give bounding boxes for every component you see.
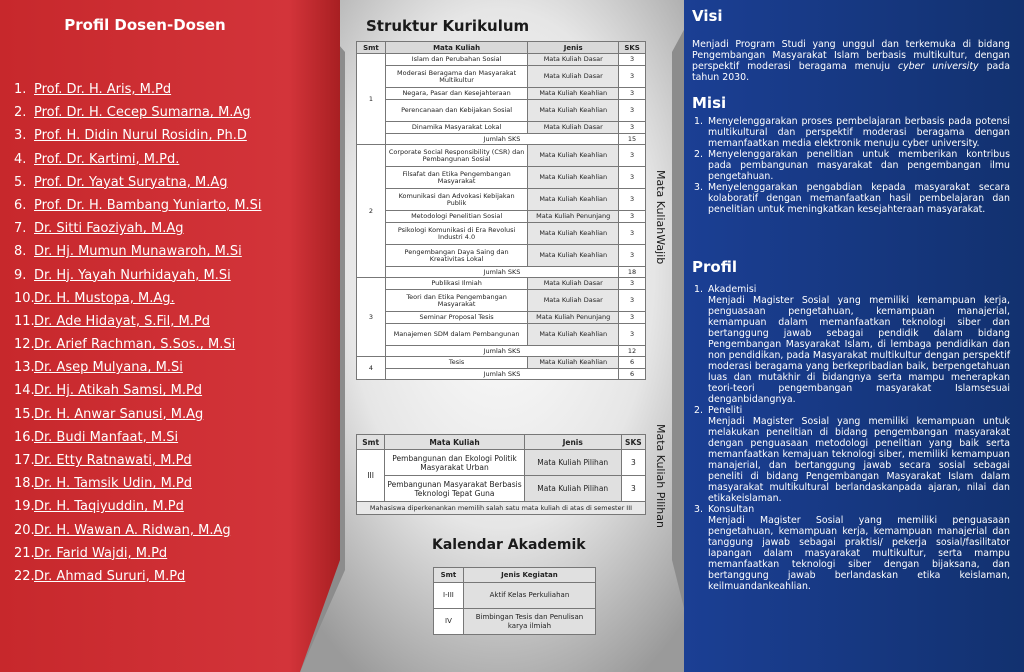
dosen-item (14, 495, 262, 518)
dosen-number: 8. (14, 244, 27, 260)
pilihan-note: Mahasiswa diperkenankan memilih salah satu mata kuliah di atas di semester III (357, 502, 646, 515)
dosen-number: 5. (14, 174, 27, 190)
profil-text: Menjadi Magister Sosial yang memiliki kemampuan kerja, penguasaan pengetahuan, kemampuan manajerial, kemampuan dalam memanfaatkan teknologi siber dan bertanggung jawab sebagai pendidik dalam bidang Pengembangan Masyarakat Islam, di lembaga pendidikan dan non pendidikan, pada Masyarakat multikultur dengan perspektif moderasi beragama yang berkepribadian baik, berpengetahuan luas dan mutakhir di bidangnya serta mampu menerapkan teori-teori pengembangan masyarakat Islamsesuai denganbidangnya. (708, 295, 1010, 405)
misi-title: Misi (692, 94, 727, 112)
jenis-cell: Mata Kuliah Keahlian (528, 100, 619, 122)
col-smt: Smt (434, 568, 464, 583)
profil-dosen-title: Profil Dosen-Dosen (64, 16, 226, 34)
dosen-number: 2. (14, 105, 27, 121)
dosen-item (14, 124, 262, 147)
profil-list (692, 284, 1010, 592)
visi-text-part: Menjadi Program Studi yang unggul dan terkemuka di bidang Pengembangan Masyarakat Islam berbasis multikultur, dengan perspektif moderasi beragama menuju (692, 39, 1010, 72)
sks-cell: 3 (619, 167, 646, 189)
sks-cell: 6 (619, 357, 646, 369)
misi-text: Menyelenggarakan pengabdian kepada masyarakat secara kolaboratif dengan memanfaatkan hasil pembelajaran dan penelitian untuk meningkatkan kesejahteraan masyarakat. (708, 182, 1010, 215)
mk-cell: Metodologi Penelitian Sosial (385, 211, 527, 223)
jenis-cell: Mata Kuliah Keahlian (528, 324, 619, 346)
kegiatan-cell: Aktif Kelas Perkuliahan (463, 583, 595, 609)
dosen-link[interactable]: Dr. Ahmad Sururi, M.Pd (34, 568, 186, 584)
dosen-item (14, 449, 262, 472)
misi-number: 3. (694, 182, 703, 193)
visi-text-part: pada tahun 2030. (692, 61, 1010, 83)
jenis-cell: Mata Kuliah Keahlian (528, 245, 619, 267)
dosen-link[interactable]: Dr. H. Wawan A. Ridwan, M.Ag (34, 522, 231, 538)
mk-cell: Tesis (385, 357, 527, 369)
dosen-link[interactable]: Dr. Ade Hidayat, S.Fil, M.Pd (34, 313, 210, 329)
profil-text: Menjadi Magister Sosial yang memiliki kemampuan untuk melakukan penelitian di bidang pengembangan masyarakat dengan penguasaan metodologi penelitian yang baik serta memanfaatkan kemajuan teknologi siber, memiliki kemampuan manajerial, dan bertanggung jawab secara sosial sebagai peneliti di bidang Pengembangan Masyarakat Islam dalam masyarakat multikultural berlandaskanpada ajaran, nilai dan etikakeislaman. (708, 416, 1010, 504)
profil-title: Profil (692, 258, 737, 276)
table-row (357, 122, 646, 134)
table-row (357, 100, 646, 122)
mk-cell: Pembangunan dan Ekologi Politik Masyarakat Urban (385, 450, 524, 476)
dosen-list (14, 78, 262, 588)
visi-text (692, 39, 1010, 83)
jenis-cell: Mata Kuliah Keahlian (528, 189, 619, 211)
dosen-link[interactable]: Dr. Etty Ratnawati, M.Pd (34, 453, 192, 468)
dosen-item (14, 472, 262, 495)
table-row (357, 476, 646, 502)
note-row (357, 502, 646, 515)
dosen-number: 22. (14, 568, 35, 584)
profil-head: Peneliti (708, 405, 743, 416)
dosen-number: 16. (14, 429, 35, 445)
profil-head: Akademisi (708, 284, 757, 295)
table-row (357, 167, 646, 189)
sks-cell: 3 (619, 100, 646, 122)
mk-cell: Moderasi Beragama dan Masyarakat Multikultur (385, 66, 527, 88)
dosen-link[interactable]: Dr. H. Taqiyuddin, M.Pd (34, 499, 184, 515)
sks-cell: 3 (619, 278, 646, 290)
mk-cell: Teori dan Etika Pengembangan Masyarakat (385, 290, 527, 312)
sks-cell: 3 (619, 223, 646, 245)
smt-cell: 4 (357, 357, 386, 380)
total-row (357, 267, 646, 278)
table-header-row (357, 42, 646, 54)
mk-cell: Psikologi Komunikasi di Era Revolusi Industri 4.0 (385, 223, 527, 245)
dosen-number: 14. (14, 383, 35, 399)
dosen-link[interactable]: Dr. Sitti Faoziyah, M.Ag (34, 221, 184, 237)
jenis-cell: Mata Kuliah Penunjang (528, 211, 619, 223)
kurikulum-title: Struktur Kurikulum (366, 17, 530, 35)
sks-cell: 3 (619, 145, 646, 167)
jenis-cell: Mata Kuliah Keahlian (528, 357, 619, 369)
dosen-item (14, 403, 262, 426)
total-label: Jumlah SKS (385, 346, 618, 357)
col-sks: SKS (621, 435, 645, 450)
dosen-item (14, 565, 262, 588)
jenis-cell: Mata Kuliah Dasar (528, 290, 619, 312)
jenis-cell: Mata Kuliah Keahlian (528, 145, 619, 167)
mk-cell: Publikasi Ilmiah (385, 278, 527, 290)
table-header-row (357, 435, 646, 450)
dosen-item (14, 217, 262, 240)
smt-cell: 1 (357, 54, 386, 145)
misi-item (692, 182, 1010, 215)
mk-cell: Seminar Proposal Tesis (385, 312, 527, 324)
jenis-cell: Mata Kuliah Pilihan (524, 476, 621, 502)
sks-cell: 3 (619, 122, 646, 134)
mk-cell: Filsafat dan Etika Pengembangan Masyarakat (385, 167, 527, 189)
dosen-item (14, 101, 262, 124)
profil-item (692, 405, 1010, 504)
total-label: Jumlah SKS (385, 369, 618, 380)
col-mata-kuliah: Mata Kuliah (385, 42, 527, 54)
jenis-cell: Mata Kuliah Dasar (528, 66, 619, 88)
dosen-link[interactable]: Prof. Dr. H. Aris, M.Pd (34, 82, 172, 97)
table-row (357, 54, 646, 66)
table-row (357, 245, 646, 267)
total-value: 12 (619, 346, 646, 357)
mk-cell: Islam dan Perubahan Sosial (385, 54, 527, 66)
dosen-number: 13. (14, 360, 35, 376)
dosen-link[interactable]: Dr. Hj. Mumun Munawaroh, M.Si (34, 244, 242, 260)
kegiatan-cell: Bimbingan Tesis dan Penulisan karya ilmiah (463, 609, 595, 635)
dosen-number: 4. (14, 151, 27, 167)
kurikulum-pilihan-table (356, 434, 646, 515)
kurikulum-panel (340, 0, 670, 672)
dosen-number: 1. (14, 82, 27, 97)
profil-number: 3. (694, 504, 703, 515)
sks-cell: 3 (619, 290, 646, 312)
dosen-link[interactable]: Dr. Hj. Yayah Nurhidayah, M.Si (34, 267, 231, 283)
sks-cell: 3 (619, 54, 646, 66)
total-value: 15 (619, 134, 646, 145)
jenis-cell: Mata Kuliah Penunjang (528, 312, 619, 324)
mk-cell: Manajemen SDM dalam Pembangunan (385, 324, 527, 346)
dosen-item (14, 542, 262, 565)
dosen-item (14, 171, 262, 194)
mk-cell: Pembangunan Masyarakat Berbasis Teknologi Tepat Guna (385, 476, 524, 502)
sks-cell: 3 (619, 211, 646, 223)
dosen-link[interactable]: Dr. Hj. Atikah Samsi, M.Pd (34, 383, 203, 399)
jenis-cell: Mata Kuliah Keahlian (528, 223, 619, 245)
table-row (357, 450, 646, 476)
visi-title: Visi (692, 7, 723, 25)
table-header-row (434, 568, 596, 583)
jenis-cell: Mata Kuliah Pilihan (524, 450, 621, 476)
dosen-item (14, 78, 262, 101)
dosen-number: 11. (14, 313, 35, 329)
sks-cell: 3 (619, 189, 646, 211)
visi-misi-panel (692, 0, 1014, 672)
sks-cell: 3 (619, 88, 646, 100)
dosen-item (14, 240, 262, 263)
total-value: 6 (619, 369, 646, 380)
table-row (357, 278, 646, 290)
dosen-link[interactable]: Dr. H. Tamsik Udin, M.Pd (34, 476, 193, 492)
dosen-link[interactable]: Dr. H. Anwar Sanusi, M.Ag (34, 406, 204, 422)
dosen-item (14, 519, 262, 542)
visi-text-emphasis: cyber university (897, 61, 979, 72)
dosen-number: 3. (14, 128, 27, 144)
dosen-item (14, 333, 262, 356)
misi-list (692, 116, 1010, 215)
smt-cell: IV (434, 609, 464, 635)
sks-cell: 3 (619, 245, 646, 267)
sks-cell: 3 (619, 312, 646, 324)
dosen-number: 18. (14, 476, 35, 492)
dosen-number: 9. (14, 267, 27, 283)
sks-cell: 3 (619, 66, 646, 88)
misi-text: Menyelenggarakan proses pembelajaran berbasis pada potensi multikultural dan perspektif moderasi beragama dengan memanfaatkan media elektronik menuju cyber university. (708, 116, 1010, 149)
dosen-link[interactable]: Dr. Budi Manfaat, M.Si (34, 429, 179, 445)
mk-cell: Negara, Pasar dan Kesejahteraan (385, 88, 527, 100)
dosen-link[interactable]: Prof. Dr. Yayat Suryatna, M.Ag (34, 174, 228, 190)
sks-cell: 3 (619, 324, 646, 346)
mk-cell: Corporate Social Responsibility (CSR) dan Pembangunan Sosial (385, 145, 527, 167)
table-row (357, 211, 646, 223)
misi-item (692, 149, 1010, 182)
jenis-cell: Mata Kuliah Keahlian (528, 88, 619, 100)
dosen-link[interactable]: Dr. Asep Mulyana, M.Si (34, 360, 183, 376)
dosen-number: 17. (14, 453, 35, 468)
kalendar-title: Kalendar Akademik (432, 537, 586, 553)
dosen-link[interactable]: Dr. Farid Wajdi, M.Pd (34, 545, 168, 561)
profil-text: Menjadi Magister Sosial yang memiliki penguasaan pengetahuan, kemampuan kerja, kemampuan manajerial dan tanggung jawab sebagai praktisi/ pekerja sosial/fasilitator lapangan dalam masyarakat multikultur, serta mampu memanfaatkan teknologi siber dengan bijaksana, dan bertanggung jawab berlandaskan etika keislaman, keilmuandankeahlian. (708, 515, 1010, 592)
dosen-number: 6. (14, 197, 27, 213)
profil-head: Konsultan (708, 504, 755, 515)
dosen-item (14, 287, 262, 310)
jenis-cell: Mata Kuliah Dasar (528, 122, 619, 134)
mk-cell: Komunikasi dan Advokasi Kebijakan Publik (385, 189, 527, 211)
table-row (357, 357, 646, 369)
profil-item (692, 284, 1010, 405)
dosen-link[interactable]: Prof. Dr. H. Cecep Sumarna, M.Ag (34, 105, 251, 121)
kurikulum-wajib-table (356, 41, 646, 380)
mk-cell: Perencanaan dan Kebijakan Sosial (385, 100, 527, 122)
dosen-number: 12. (14, 337, 35, 353)
dosen-item (14, 310, 262, 333)
dosen-link[interactable]: Dr. Arief Rachman, S.Sos., M.Si (34, 337, 236, 353)
total-row (357, 369, 646, 380)
misi-number: 1. (694, 116, 703, 127)
total-label: Jumlah SKS (385, 134, 618, 145)
smt-cell: III (357, 450, 385, 502)
dosen-item (14, 194, 262, 217)
table-row (357, 88, 646, 100)
profil-number: 2. (694, 405, 703, 416)
dosen-item (14, 264, 262, 287)
dosen-item (14, 379, 262, 402)
dosen-link[interactable]: Prof. H. Didin Nurul Rosidin, Ph.D (34, 128, 247, 144)
jenis-cell: Mata Kuliah Keahlian (528, 167, 619, 189)
profil-item (692, 504, 1010, 592)
table-row (434, 583, 596, 609)
wajib-vertical-label: Mata KuliahWajib (654, 170, 667, 265)
profil-dosen-panel (0, 0, 330, 672)
table-row (357, 324, 646, 346)
jenis-cell: Mata Kuliah Dasar (528, 54, 619, 66)
dosen-item (14, 148, 262, 171)
col-mata-kuliah: Mata Kuliah (385, 435, 524, 450)
table-row (357, 223, 646, 245)
smt-cell: I-III (434, 583, 464, 609)
col-smt: Smt (357, 42, 386, 54)
total-value: 18 (619, 267, 646, 278)
col-jenis-kegiatan: Jenis Kegiatan (463, 568, 595, 583)
col-smt: Smt (357, 435, 385, 450)
table-row (357, 189, 646, 211)
dosen-number: 20. (14, 522, 35, 538)
mk-cell: Dinamika Masyarakat Lokal (385, 122, 527, 134)
dosen-item (14, 426, 262, 449)
misi-item (692, 116, 1010, 149)
dosen-link[interactable]: Dr. H. Mustopa, M.Ag. (34, 290, 175, 306)
dosen-link[interactable]: Prof. Dr. H. Bambang Yuniarto, M.Si (34, 197, 262, 213)
total-label: Jumlah SKS (385, 267, 618, 278)
table-row (357, 312, 646, 324)
dosen-link[interactable]: Prof. Dr. Kartimi, M.Pd. (34, 151, 180, 167)
total-row (357, 134, 646, 145)
kalendar-table (433, 567, 596, 635)
misi-number: 2. (694, 149, 703, 160)
col-sks: SKS (619, 42, 646, 54)
pilihan-vertical-label: Mata Kuliah Pilihan (654, 424, 667, 528)
misi-text: Menyelenggarakan penelitian untuk memberikan kontribus pada pembangunan masyarakat dan pengembangan ilmu pengetahuan. (708, 149, 1010, 182)
sks-cell: 3 (621, 476, 645, 502)
dosen-number: 10. (14, 290, 35, 306)
dosen-number: 19. (14, 499, 35, 515)
table-row (357, 145, 646, 167)
col-jenis: Jenis (528, 42, 619, 54)
dosen-number: 21. (14, 545, 35, 561)
col-jenis: Jenis (524, 435, 621, 450)
dosen-number: 7. (14, 221, 27, 237)
profil-number: 1. (694, 284, 703, 295)
total-row (357, 346, 646, 357)
jenis-cell: Mata Kuliah Dasar (528, 278, 619, 290)
mk-cell: Pengembangan Daya Saing dan Kreativitas Lokal (385, 245, 527, 267)
table-row (357, 290, 646, 312)
smt-cell: 2 (357, 145, 386, 278)
table-row (357, 66, 646, 88)
dosen-number: 15. (14, 406, 35, 422)
smt-cell: 3 (357, 278, 386, 357)
sks-cell: 3 (621, 450, 645, 476)
dosen-item (14, 356, 262, 379)
table-row (434, 609, 596, 635)
